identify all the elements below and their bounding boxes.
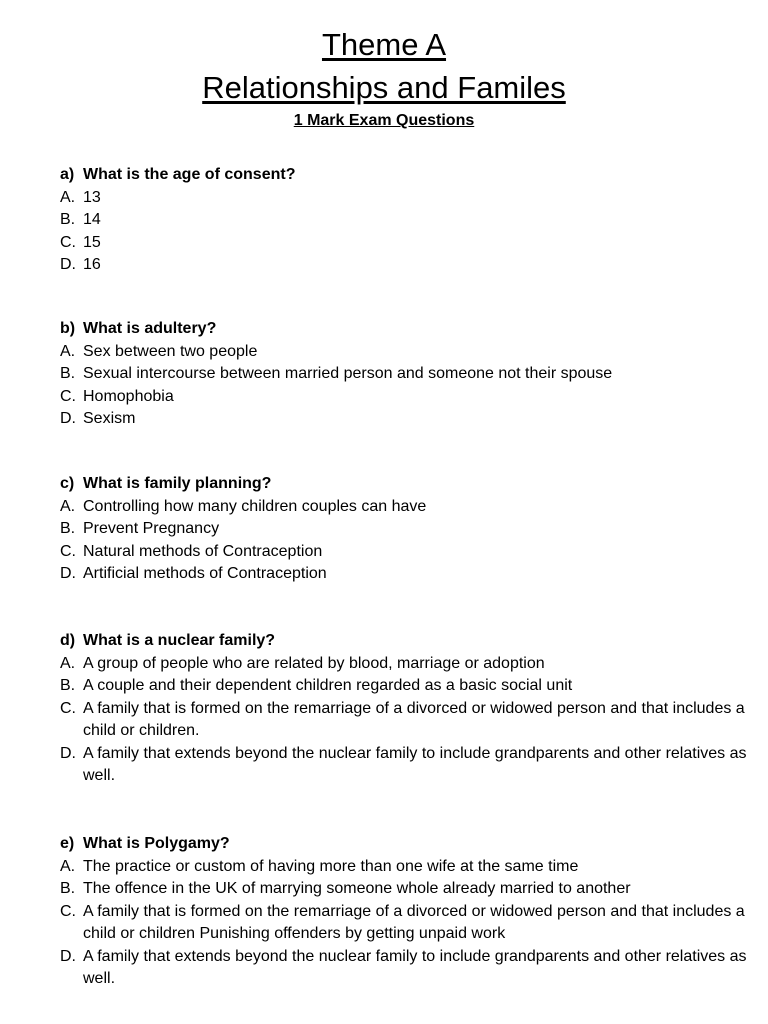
option-text: 16 xyxy=(83,256,101,273)
option-text: 15 xyxy=(83,233,101,251)
option-b xyxy=(60,209,750,232)
page-subtitle: 1 Mark Exam Questions xyxy=(293,112,475,129)
option-text: The practice or custom of having more than one wife at the same time xyxy=(83,857,579,875)
option-text: Artificial methods of Contraception xyxy=(83,565,327,582)
option-b xyxy=(60,363,750,386)
option-letter: B. xyxy=(60,677,76,694)
question-text: What is a nuclear family? xyxy=(83,632,276,649)
question-text: What is family planning? xyxy=(83,475,272,492)
option-text: 14 xyxy=(83,211,101,228)
question-heading xyxy=(60,630,750,653)
option-c xyxy=(60,232,750,255)
option-letter: A. xyxy=(60,342,76,360)
option-letter: D. xyxy=(60,744,76,762)
option-text: The offence in the UK of marrying someone whole already married to another xyxy=(83,880,631,897)
question-d xyxy=(60,630,750,788)
option-text: A family that extends beyond the nuclear family to include grandparents and other relatives as well. xyxy=(83,947,747,987)
option-c xyxy=(60,901,750,946)
option-text: Sexual intercourse between married person and someone not their spouse xyxy=(83,365,613,382)
option-d xyxy=(60,254,750,277)
page-title-topic: Relationships and Familes xyxy=(202,70,566,105)
option-letter: D. xyxy=(60,947,76,965)
question-b xyxy=(60,318,750,431)
option-text: A group of people who are related by blood, marriage or adoption xyxy=(83,654,545,672)
option-text: Controlling how many children couples can have xyxy=(83,497,427,515)
option-letter: B. xyxy=(60,520,76,537)
option-b xyxy=(60,675,750,698)
option-letter: D. xyxy=(60,565,76,582)
question-heading xyxy=(60,833,750,856)
question-letter: b) xyxy=(60,320,76,337)
question-text: What is the age of consent? xyxy=(83,166,296,183)
option-letter: A. xyxy=(60,654,76,672)
question-e xyxy=(60,833,750,991)
question-heading xyxy=(60,473,750,496)
option-text: A family that extends beyond the nuclear family to include grandparents and other relatives as well. xyxy=(83,744,747,784)
option-letter: D. xyxy=(60,256,76,273)
question-a xyxy=(60,164,750,277)
page-title-theme: Theme A xyxy=(321,27,447,62)
option-a xyxy=(60,653,750,676)
question-letter: e) xyxy=(60,835,75,852)
question-letter: d) xyxy=(60,632,76,649)
question-text: What is adultery? xyxy=(83,320,217,337)
question-letter: c) xyxy=(60,475,75,492)
option-letter: C. xyxy=(60,699,76,717)
option-letter: A. xyxy=(60,188,76,206)
option-d xyxy=(60,743,750,788)
option-b xyxy=(60,518,750,541)
option-c xyxy=(60,698,750,743)
option-text: A family that is formed on the remarriage of a divorced or widowed person and that includes a child or children. xyxy=(83,699,745,739)
option-text: Sex between two people xyxy=(83,342,258,360)
option-text: Prevent Pregnancy xyxy=(83,520,220,537)
option-a xyxy=(60,496,750,519)
option-letter: A. xyxy=(60,497,76,515)
option-text: Homophobia xyxy=(83,387,174,405)
option-letter: D. xyxy=(60,410,76,427)
option-text: Sexism xyxy=(83,410,136,427)
question-heading xyxy=(60,164,750,187)
question-text: What is Polygamy? xyxy=(83,835,230,852)
option-c xyxy=(60,386,750,409)
question-heading xyxy=(60,318,750,341)
option-text: 13 xyxy=(83,188,101,206)
option-a xyxy=(60,187,750,210)
option-c xyxy=(60,541,750,564)
option-d xyxy=(60,563,750,586)
option-d xyxy=(60,408,750,431)
option-letter: B. xyxy=(60,365,76,382)
option-letter: C. xyxy=(60,542,76,560)
option-b xyxy=(60,878,750,901)
option-a xyxy=(60,341,750,364)
option-letter: C. xyxy=(60,387,76,405)
question-c xyxy=(60,473,750,586)
option-letter: C. xyxy=(60,902,76,920)
option-letter: C. xyxy=(60,233,76,251)
option-letter: A. xyxy=(60,857,76,875)
option-text: A couple and their dependent children regarded as a basic social unit xyxy=(83,677,573,694)
option-letter: B. xyxy=(60,211,76,228)
option-text: A family that is formed on the remarriage of a divorced or widowed person and that includes a child or children Punishing offenders by getting unpaid work xyxy=(83,902,745,942)
option-a xyxy=(60,856,750,879)
option-d xyxy=(60,946,750,991)
option-letter: B. xyxy=(60,880,76,897)
question-letter: a) xyxy=(60,166,75,183)
option-text: Natural methods of Contraception xyxy=(83,542,323,560)
